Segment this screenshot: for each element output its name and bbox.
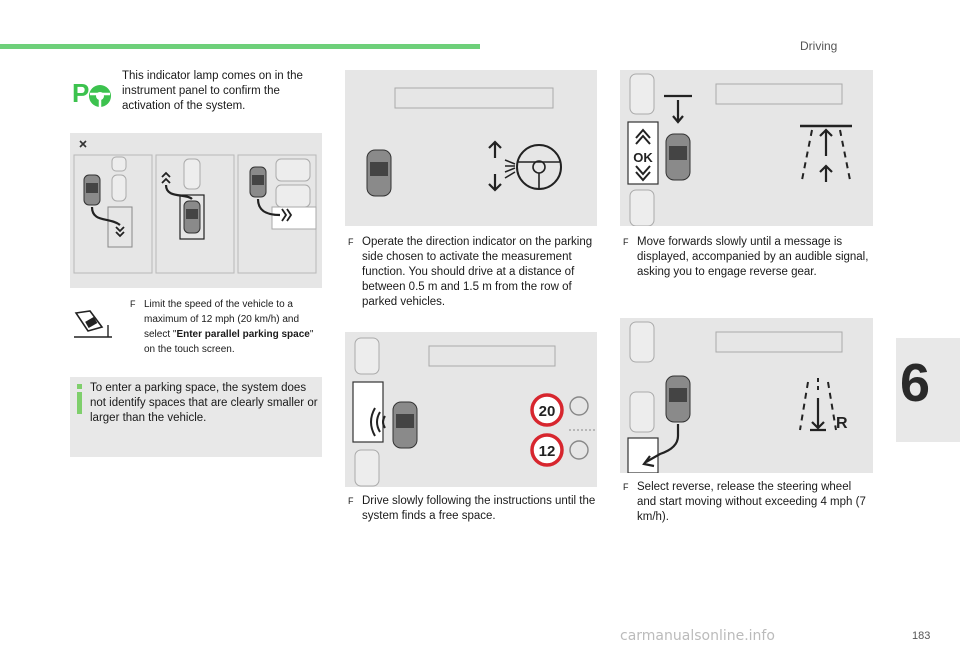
arrow-up-icon: [489, 142, 501, 158]
parking-mode-diagram: [70, 133, 322, 288]
bullet: F: [130, 299, 136, 309]
info-icon: [76, 384, 84, 414]
reverse-guide-icon: [800, 378, 848, 432]
reverse-gear-diagram: [620, 318, 873, 473]
reverse-step: F Select reverse, release the steering wheel and start moving without exceeding 4 mph (7 km/h).: [623, 481, 866, 523]
reverse-label: R: [836, 415, 848, 432]
scan-parking-diagram: [345, 332, 597, 487]
indicator-letter: P: [72, 78, 90, 108]
steering-wheel-icon: [517, 145, 561, 189]
park-assist-indicator-icon: [70, 78, 116, 110]
drive-step: F Drive slowly following the instructions until the system finds a free space.: [348, 495, 596, 522]
indicator-step: F Operate the direction indicator on the parking side chosen to activate the measurement function. You should drive at a distance of between 0.5 m and 1.5 m from the row of parked vehicles.: [348, 236, 593, 308]
speed-sign-12: 12: [538, 443, 556, 460]
speed-step: F Limit the speed of the vehicle to a maximum of 12 mph (20 km/h) and select "Enter parallel parking space" on the touch screen.: [130, 299, 314, 355]
header-accent-bar: [0, 44, 480, 49]
speed-sign-icon: [532, 395, 562, 425]
speed-sign-20: 20: [538, 403, 556, 420]
ok-label: OK: [633, 150, 653, 165]
section-title: Driving: [800, 39, 838, 53]
watermark: carmanualsonline.info: [620, 628, 775, 644]
bullet: F: [348, 496, 354, 506]
bullet: F: [623, 482, 629, 492]
direction-indicator-diagram: [345, 70, 597, 226]
vehicle-approach-icon: [72, 307, 118, 339]
page-number: 183: [912, 630, 931, 642]
chapter-number: 6: [900, 353, 931, 413]
step-highlight: Enter parallel parking space: [176, 329, 310, 340]
bullet: F: [623, 237, 629, 247]
speed-sign-icon: [532, 435, 562, 465]
indicator-description: This indicator lamp comes on in the instrument panel to confirm the activation of the system.: [122, 70, 303, 112]
bullet: F: [348, 237, 354, 247]
parking-guide-icon: [800, 126, 852, 182]
car-icon: [84, 175, 100, 205]
forward-step: F Move forwards slowly until a message is displayed, accompanied by an audible signal, asking you to engage reverse gear.: [623, 236, 869, 278]
forward-ok-diagram: [620, 70, 873, 226]
close-icon: [80, 141, 86, 147]
note-text: To enter a parking space, the system does not identify spaces that are clearly smaller or larger than the vehicle.: [90, 382, 318, 424]
arrow-down-icon: [489, 174, 501, 190]
